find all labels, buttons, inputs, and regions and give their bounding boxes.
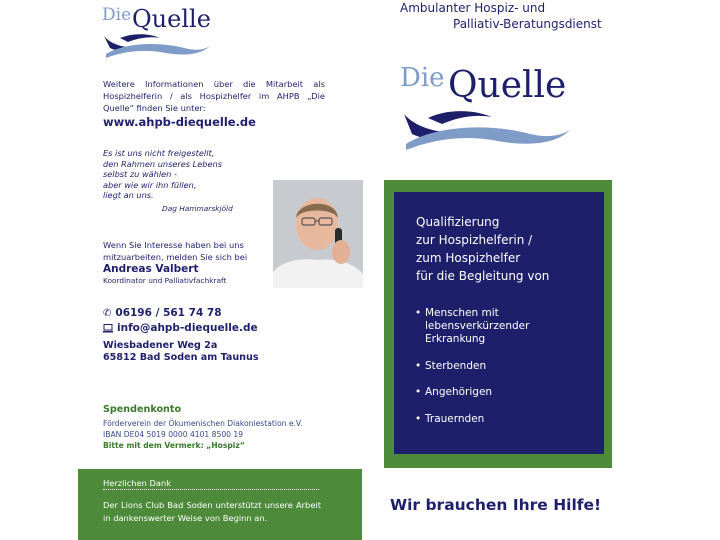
list-item <box>415 307 545 346</box>
call-to-action: Wir brauchen Ihre Hilfe! <box>390 496 602 514</box>
list-item-label: Trauernden <box>425 413 485 425</box>
list-item <box>415 360 595 373</box>
logo-word-quelle: Quelle <box>448 65 567 106</box>
org-name-line2: Palliativ-Beratungsdienst <box>453 17 602 31</box>
address-street: Wiesbadener Weg 2a <box>103 340 218 351</box>
die-quelle-logo-small <box>100 2 212 64</box>
heading-line: für die Begleitung von <box>416 269 550 283</box>
logo-word-die: Die <box>400 63 445 93</box>
quote-line: selbst zu wählen - <box>103 169 177 179</box>
quote-author: Dag Hammarskjöld <box>162 204 233 213</box>
donation-title: Spendenkonto <box>103 404 182 415</box>
bullet-dot-icon: • <box>415 386 422 398</box>
donation-note: Bitte mit dem Vermerk: „Hospiz“ <box>103 441 245 450</box>
interest-text: Wenn Sie Interesse haben bei uns mitzuarbeiten, melden Sie sich bei <box>103 240 248 262</box>
thanks-divider <box>103 489 319 490</box>
die-quelle-logo-large <box>398 60 573 160</box>
phone-number[interactable]: 06196 / 561 74 78 <box>115 307 222 319</box>
address-city: 65812 Bad Soden am Taunus <box>103 352 259 363</box>
quote <box>103 148 273 201</box>
thanks-text: Der Lions Club Bad Soden unterstützt unsere Arbeit in dankenswerter Weise von Beginn an. <box>103 500 321 523</box>
heading-line: Qualifizierung <box>416 215 500 229</box>
heading-line: zur Hospizhelferin / <box>416 233 533 247</box>
contact-photo <box>273 180 363 288</box>
heading-line: zum Hospizhelfer <box>416 251 521 265</box>
list-item-label: Menschen mit lebensverkürzender Erkrankung <box>425 307 530 345</box>
list-item-label: Sterbenden <box>425 360 487 372</box>
quote-line: Es ist uns nicht freigestellt, <box>103 148 215 158</box>
phone-icon: ✆ <box>103 307 112 319</box>
quote-line: liegt an uns. <box>103 190 154 200</box>
bullet-dot-icon: • <box>415 360 422 372</box>
donation-iban: IBAN DE04 5019 0000 4101 8500 19 <box>103 430 244 439</box>
email-address[interactable]: info@ahpb-diequelle.de <box>117 322 258 334</box>
thanks-title: Herzlichen Dank <box>103 478 172 488</box>
org-name-line1: Ambulanter Hospiz- und <box>400 1 546 15</box>
list-item <box>415 413 595 426</box>
email-row <box>103 322 258 334</box>
quote-line: aber wie wir ihn füllen, <box>103 179 197 190</box>
logo-word-quelle: Quelle <box>132 5 211 33</box>
list-item <box>415 386 595 399</box>
contact-name: Andreas Valbert <box>103 263 199 275</box>
info-paragraph: Weitere Informationen über die Mitarbeit als Hospizhelferin / als Hospizhelfer im AHPB „Die Quelle“ finden Sie unter: <box>103 79 325 113</box>
website-link[interactable]: www.ahpb-diequelle.de <box>103 115 256 129</box>
qualification-heading <box>416 213 596 285</box>
phone-row <box>103 307 222 319</box>
donation-holder: Förderverein der Ökumenischen Diakoniestation e.V. <box>103 419 303 428</box>
quote-line: den Rahmen unseres Lebens <box>103 158 222 169</box>
bullet-dot-icon: • <box>415 307 422 319</box>
logo-word-die: Die <box>102 5 132 25</box>
list-item-label: Angehörigen <box>425 386 493 398</box>
contact-role: Koordinator und Palliativfachkraft <box>103 276 227 285</box>
computer-icon <box>103 324 113 333</box>
bullet-dot-icon: • <box>415 413 422 425</box>
